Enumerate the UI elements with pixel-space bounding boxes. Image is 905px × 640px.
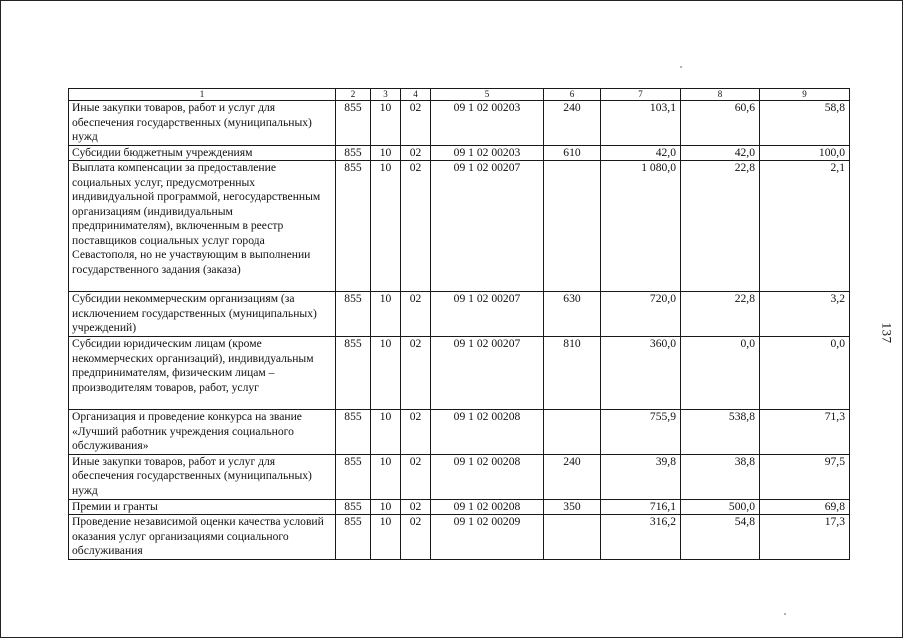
table-row [69, 410, 850, 455]
cell-target-article: 09 1 02 00203 [431, 101, 544, 146]
cell-expense-type: 240 [544, 101, 601, 146]
cell-admin-code: 855 [336, 145, 371, 161]
cell-expense-type: 240 [544, 454, 601, 499]
row-name: Иные закупки товаров, работ и услуг для обеспечения государственных (муниципальных) нужд [69, 101, 336, 146]
table-row [69, 161, 850, 292]
cell-planned: 755,9 [601, 410, 681, 455]
row-name: Субсидии некоммерческим организациям (за исключением государственных (муниципальных) учреждений) [69, 292, 336, 337]
row-name: Субсидии бюджетным учреждениям [69, 145, 336, 161]
cell-planned: 103,1 [601, 101, 681, 146]
header-cell: 5 [431, 89, 544, 101]
cell-subsection: 02 [401, 161, 431, 292]
header-cell: 9 [760, 89, 850, 101]
cell-target-article: 09 1 02 00207 [431, 292, 544, 337]
cell-section: 10 [371, 410, 401, 455]
table-row [69, 292, 850, 337]
cell-planned: 720,0 [601, 292, 681, 337]
cell-percent: 69,8 [760, 499, 850, 515]
table-row [69, 499, 850, 515]
row-name: Организация и проведение конкурса на звание «Лучший работник учреждения социального обслуживания» [69, 410, 336, 455]
row-name: Выплата компенсации за предоставление социальных услуг, предусмотренных индивидуальной программой, негосударственным организациям (индивидуальным предпринимателям), включенным в реестр поставщиков социальных услуг города Севастополя, но не участвующим в выполнении государственного задания (заказа) [69, 161, 336, 292]
cell-section: 10 [371, 499, 401, 515]
cell-planned: 716,1 [601, 499, 681, 515]
header-cell: 7 [601, 89, 681, 101]
cell-admin-code: 855 [336, 101, 371, 146]
header-cell: 2 [336, 89, 371, 101]
header-cell: 3 [371, 89, 401, 101]
cell-actual: 38,8 [681, 454, 760, 499]
cell-percent: 17,3 [760, 515, 850, 560]
table-row [69, 337, 850, 410]
cell-percent: 2,1 [760, 161, 850, 292]
cell-expense-type: 610 [544, 145, 601, 161]
cell-admin-code: 855 [336, 410, 371, 455]
cell-target-article: 09 1 02 00209 [431, 515, 544, 560]
cell-target-article: 09 1 02 00208 [431, 410, 544, 455]
row-name: Премии и гранты [69, 499, 336, 515]
cell-subsection: 02 [401, 145, 431, 161]
cell-target-article: 09 1 02 00208 [431, 454, 544, 499]
cell-admin-code: 855 [336, 292, 371, 337]
cell-subsection: 02 [401, 410, 431, 455]
cell-admin-code: 855 [336, 161, 371, 292]
cell-actual: 538,8 [681, 410, 760, 455]
cell-section: 10 [371, 515, 401, 560]
cell-expense-type [544, 410, 601, 455]
page-number: 137 [879, 322, 895, 344]
cell-section: 10 [371, 145, 401, 161]
cell-subsection: 02 [401, 515, 431, 560]
cell-percent: 58,8 [760, 101, 850, 146]
cell-actual: 42,0 [681, 145, 760, 161]
cell-percent: 100,0 [760, 145, 850, 161]
cell-planned: 1 080,0 [601, 161, 681, 292]
cell-expense-type: 630 [544, 292, 601, 337]
cell-percent: 71,3 [760, 410, 850, 455]
cell-planned: 39,8 [601, 454, 681, 499]
cell-actual: 500,0 [681, 499, 760, 515]
cell-target-article: 09 1 02 00203 [431, 145, 544, 161]
cell-expense-type [544, 515, 601, 560]
table-row [69, 454, 850, 499]
cell-admin-code: 855 [336, 454, 371, 499]
cell-subsection: 02 [401, 292, 431, 337]
cell-actual: 60,6 [681, 101, 760, 146]
cell-subsection: 02 [401, 101, 431, 146]
table-row [69, 101, 850, 146]
cell-percent: 3,2 [760, 292, 850, 337]
cell-expense-type: 810 [544, 337, 601, 410]
header-cell: 4 [401, 89, 431, 101]
cell-planned: 42,0 [601, 145, 681, 161]
cell-section: 10 [371, 454, 401, 499]
cell-section: 10 [371, 101, 401, 146]
cell-subsection: 02 [401, 337, 431, 410]
cell-actual: 22,8 [681, 161, 760, 292]
cell-section: 10 [371, 161, 401, 292]
cell-target-article: 09 1 02 00207 [431, 161, 544, 292]
cell-actual: 0,0 [681, 337, 760, 410]
table-row [69, 515, 850, 560]
cell-percent: 97,5 [760, 454, 850, 499]
cell-section: 10 [371, 337, 401, 410]
header-cell: 6 [544, 89, 601, 101]
budget-table [68, 88, 850, 560]
header-cell: 8 [681, 89, 760, 101]
cell-admin-code: 855 [336, 515, 371, 560]
row-name: Субсидии юридическим лицам (кроме некоммерческих организаций), индивидуальным предпринимателям, физическим лицам – производителям товаров, работ, услуг [69, 337, 336, 410]
header-cell: 1 [69, 89, 336, 101]
cell-subsection: 02 [401, 499, 431, 515]
cell-admin-code: 855 [336, 337, 371, 410]
cell-planned: 316,2 [601, 515, 681, 560]
cell-target-article: 09 1 02 00207 [431, 337, 544, 410]
scan-speck [680, 66, 682, 68]
cell-target-article: 09 1 02 00208 [431, 499, 544, 515]
row-name: Иные закупки товаров, работ и услуг для обеспечения государственных (муниципальных) нужд [69, 454, 336, 499]
cell-actual: 54,8 [681, 515, 760, 560]
cell-percent: 0,0 [760, 337, 850, 410]
table-row [69, 145, 850, 161]
row-name: Проведение независимой оценки качества условий оказания услуг организациями социального обслуживания [69, 515, 336, 560]
cell-subsection: 02 [401, 454, 431, 499]
scan-speck [784, 613, 786, 615]
cell-expense-type: 350 [544, 499, 601, 515]
cell-section: 10 [371, 292, 401, 337]
cell-actual: 22,8 [681, 292, 760, 337]
cell-planned: 360,0 [601, 337, 681, 410]
cell-expense-type [544, 161, 601, 292]
cell-admin-code: 855 [336, 499, 371, 515]
table-header-row [69, 89, 850, 101]
